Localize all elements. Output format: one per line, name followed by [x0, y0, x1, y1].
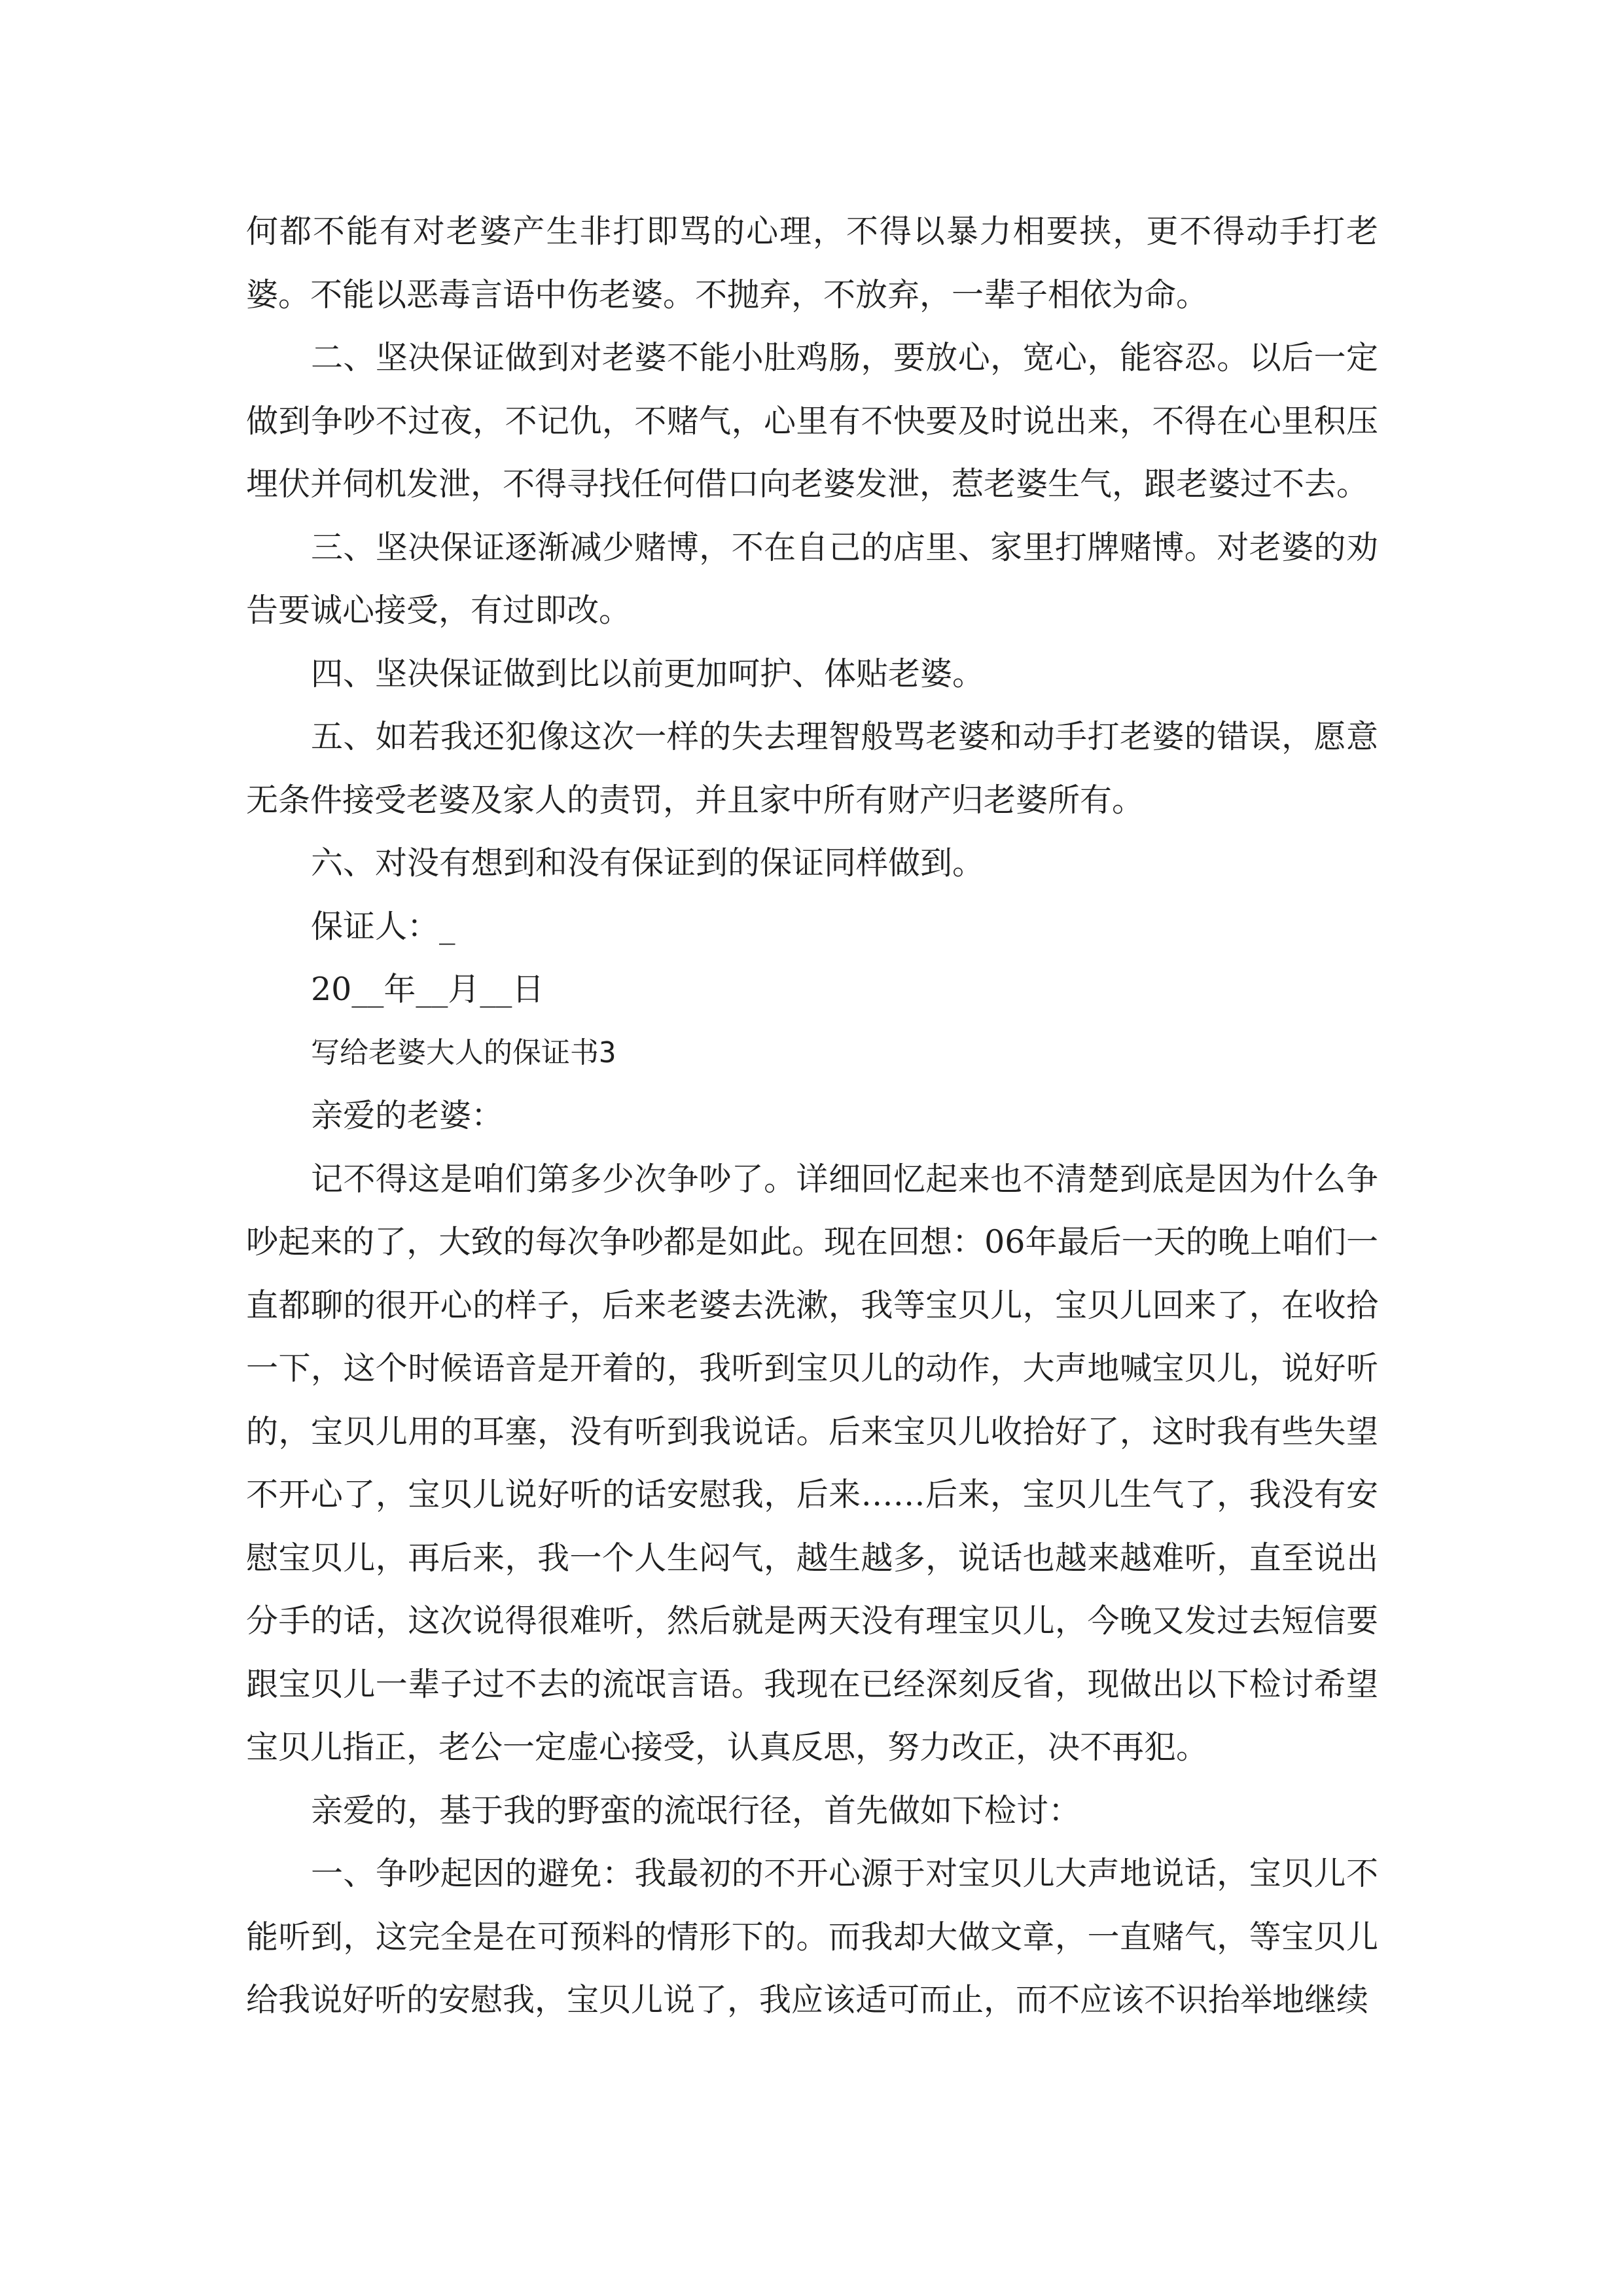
section-title: 写给老婆大人的保证书3: [311, 1035, 616, 1069]
paragraph-item-2: 二、坚决保证做到对老婆不能小肚鸡肠，要放心，宽心，能容忍。以后一定做到争吵不过夜，不记仇，不赌气，心里有不快要及时说出来，不得在心里积压埋伏并伺机发泄，不得寻找任何借口向老婆发泄，惹老婆生气，跟老婆过不去。: [246, 339, 1378, 503]
review-point-1: 一、争吵起因的避免：我最初的不开心源于对宝贝儿大声地说话，宝贝儿不能听到，这完全是在可预料的情形下的。而我却大做文章，一直赌气，等宝贝儿给我说好听的安慰我，宝贝儿说了，我应该适可而止，而不应该不识抬举地继续: [246, 1855, 1378, 2018]
review-intro: 亲爱的，基于我的野蛮的流氓行径，首先做如下检讨：: [311, 1791, 1081, 1829]
document-body: [246, 200, 1378, 2032]
paragraph-item-6: 六、对没有想到和没有保证到的保证同样做到。: [311, 844, 985, 882]
guarantor-line: 保证人：_: [311, 907, 455, 945]
letter-body-paragraph: 记不得这是咱们第多少次争吵了。详细回忆起来也不清楚到底是因为什么争吵起来的了，大致的每次争吵都是如此。现在回想：06年最后一天的晚上咱们一直都聊的很开心的样子，后来老婆去洗漱，我等宝贝儿，宝贝儿回来了，在收拾一下，这个时候语音是开着的，我听到宝贝儿的动作，大声地喊宝贝儿，说好听的，宝贝儿用的耳塞，没有听到我说话。后来宝贝儿收拾好了，这时我有些失望不开心了，宝贝儿说好听的话安慰我，后来……后来，宝贝儿生气了，我没有安慰宝贝儿，再后来，我一个人生闷气，越生越多，说话也越来越难听，直至说出分手的话，这次说得很难听，然后就是两天没有理宝贝儿，今晚又发过去短信要跟宝贝儿一辈子过不去的流氓言语。我现在已经深刻反省，现做出以下检讨希望宝贝儿指正，老公一定虚心接受，认真反思，努力改正，决不再犯。: [246, 1160, 1378, 1766]
paragraph-item-5: 五、如若我还犯像这次一样的失去理智般骂老婆和动手打老婆的错误，愿意无条件接受老婆及家人的责罚，并且家中所有财产归老婆所有。: [246, 718, 1378, 819]
salutation: 亲爱的老婆：: [311, 1097, 504, 1134]
paragraph-item-4: 四、坚决保证做到比以前更加呵护、体贴老婆。: [311, 655, 985, 692]
paragraph-item-3: 三、坚决保证逐渐减少赌博，不在自己的店里、家里打牌赌博。对老婆的劝告要诚心接受，有过即改。: [246, 528, 1378, 629]
date-line: 20__年__月__日: [311, 971, 544, 1008]
paragraph-continuation: 何都不能有对老婆产生非打即骂的心理，不得以暴力相要挟，更不得动手打老婆。不能以恶毒言语中伤老婆。不抛弃，不放弃，一辈子相依为命。: [246, 213, 1378, 314]
